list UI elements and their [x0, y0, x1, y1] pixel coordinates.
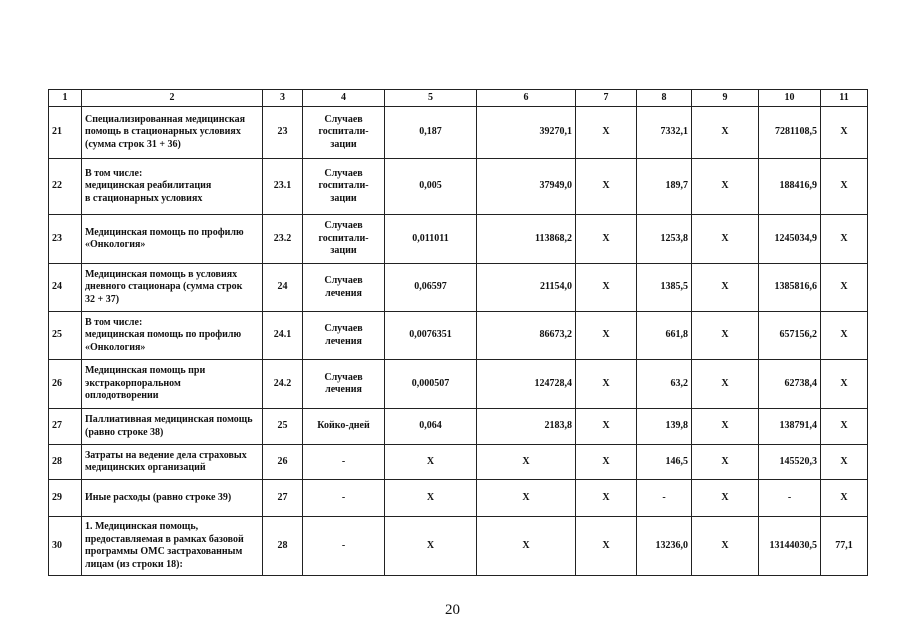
col5-cell: 0,000507: [385, 360, 477, 409]
line-code-cell: 28: [263, 517, 303, 576]
unit-cell-line: Случаев: [324, 371, 363, 383]
indicator-name-cell-line: (равно строке 38): [85, 426, 164, 438]
unit-cell: [303, 159, 385, 215]
table-row: [49, 215, 868, 264]
table-row: [49, 360, 868, 409]
col5-cell: X: [385, 517, 477, 576]
line-code-cell: 23.2: [263, 215, 303, 264]
header-cell: 4: [303, 90, 385, 107]
indicator-name-cell-line: 1. Медицинская помощь,: [85, 521, 199, 532]
header-cell: 11: [821, 90, 868, 107]
indicator-name-cell-line: Медицинская помощь при: [85, 365, 206, 377]
col8-cell: 1253,8: [637, 215, 692, 264]
header-cell: 6: [477, 90, 576, 107]
unit-cell-line: Койко-дней: [317, 420, 370, 432]
col7-cell: X: [576, 264, 637, 312]
unit-cell-line: зации: [330, 138, 357, 150]
unit-cell-line: Случаев: [324, 275, 363, 286]
unit-cell-line: лечения: [325, 335, 362, 347]
col11-cell: X: [821, 264, 868, 312]
data-table: [48, 89, 868, 576]
indicator-name-cell-line: В том числе:: [85, 316, 143, 328]
indicator-name-cell: [82, 517, 263, 576]
table-row: [49, 480, 868, 517]
unit-cell: [303, 517, 385, 576]
unit-cell-line: госпитали-: [318, 126, 369, 138]
col11-cell: X: [821, 409, 868, 445]
col6-cell: 39270,1: [477, 107, 576, 159]
col5-cell: 0,06597: [385, 264, 477, 312]
col9-cell: X: [692, 215, 759, 264]
col9-cell: X: [692, 480, 759, 517]
unit-cell: [303, 264, 385, 312]
row-number-cell: 30: [49, 517, 82, 576]
col5-cell: 0,064: [385, 409, 477, 445]
unit-cell: [303, 312, 385, 360]
row-number-cell: 29: [49, 480, 82, 517]
indicator-name-cell: [82, 159, 263, 215]
table-row: [49, 312, 868, 360]
unit-cell-line: Случаев: [324, 323, 363, 334]
col8-cell: 189,7: [637, 159, 692, 215]
col10-cell: 145520,3: [759, 445, 821, 480]
col9-cell: X: [692, 517, 759, 576]
unit-cell: [303, 215, 385, 264]
row-number-cell: 21: [49, 107, 82, 159]
unit-cell-line: -: [341, 539, 346, 551]
unit-cell-line: лечения: [325, 384, 362, 395]
indicator-name-cell: [82, 312, 263, 360]
col11-cell: X: [821, 107, 868, 159]
col8-cell: 1385,5: [637, 264, 692, 312]
col7-cell: X: [576, 360, 637, 409]
col11-cell: X: [821, 159, 868, 215]
indicator-name-cell-line: медицинская реабилитация: [85, 180, 212, 192]
unit-cell-line: лечения: [325, 287, 362, 299]
page-number: 20: [445, 602, 460, 618]
indicator-name-cell-line: «Онкология»: [85, 341, 146, 353]
unit-cell: [303, 445, 385, 480]
col10-cell: 1245034,9: [759, 215, 821, 264]
unit-cell-line: зации: [330, 245, 357, 257]
col5-cell: 0,0076351: [385, 312, 477, 360]
col11-cell: X: [821, 480, 868, 517]
col10-cell: 13144030,5: [759, 517, 821, 576]
unit-cell-line: Случаев: [324, 113, 363, 125]
col10-cell: 7281108,5: [759, 107, 821, 159]
col8-cell: 661,8: [637, 312, 692, 360]
col6-cell: 2183,8: [477, 409, 576, 445]
col6-cell: 37949,0: [477, 159, 576, 215]
line-code-cell: 26: [263, 445, 303, 480]
indicator-name-cell-line: программы ОМС застрахованным: [85, 546, 243, 557]
header-row: [49, 90, 868, 107]
col6-cell: 113868,2: [477, 215, 576, 264]
unit-cell-line: зации: [330, 192, 357, 204]
row-number-cell: 22: [49, 159, 82, 215]
line-code-cell: 24.2: [263, 360, 303, 409]
col5-cell: X: [385, 445, 477, 480]
col9-cell: X: [692, 360, 759, 409]
table-row: [49, 445, 868, 480]
line-code-cell: 24.1: [263, 312, 303, 360]
line-code-cell: 25: [263, 409, 303, 445]
unit-cell: [303, 409, 385, 445]
col6-cell: 21154,0: [477, 264, 576, 312]
line-code-cell: 24: [263, 264, 303, 312]
col7-cell: X: [576, 517, 637, 576]
table-row: [49, 107, 868, 159]
indicator-name-cell-line: 32 + 37): [85, 293, 120, 305]
col8-cell: 146,5: [637, 445, 692, 480]
indicator-name-cell-line: (сумма строк 31 + 36): [85, 138, 181, 150]
unit-cell: [303, 360, 385, 409]
col10-cell: 1385816,6: [759, 264, 821, 312]
col5-cell: 0,011011: [385, 215, 477, 264]
col5-cell: 0,187: [385, 107, 477, 159]
unit-cell-line: Случаев: [324, 167, 363, 179]
indicator-name-cell: [82, 360, 263, 409]
col8-cell: -: [637, 480, 692, 517]
indicator-name-cell-line: помощь в стационарных условиях: [85, 126, 241, 138]
header-cell: 5: [385, 90, 477, 107]
col10-cell: 138791,4: [759, 409, 821, 445]
indicator-name-cell: [82, 107, 263, 159]
indicator-name-cell-line: лицам (из строки 18):: [85, 558, 183, 570]
col7-cell: X: [576, 312, 637, 360]
indicator-name-cell-line: Специализированная медицинская: [85, 113, 246, 125]
col8-cell: 63,2: [637, 360, 692, 409]
col6-cell: X: [477, 517, 576, 576]
header-cell: 9: [692, 90, 759, 107]
unit-cell-line: госпитали-: [318, 232, 369, 244]
header-cell: 3: [263, 90, 303, 107]
indicator-name-cell-line: Медицинская помощь в условиях: [85, 268, 238, 280]
row-number-cell: 26: [49, 360, 82, 409]
table-body: [49, 90, 868, 576]
col5-cell: X: [385, 480, 477, 517]
row-number-cell: 23: [49, 215, 82, 264]
col9-cell: X: [692, 445, 759, 480]
indicator-name-cell-line: предоставляемая в рамках базовой: [85, 533, 244, 545]
col7-cell: X: [576, 107, 637, 159]
header-cell: 7: [576, 90, 637, 107]
indicator-name-cell-line: «Онкология»: [85, 239, 146, 250]
line-code-cell: 23: [263, 107, 303, 159]
col6-cell: X: [477, 480, 576, 517]
indicator-name-cell: [82, 445, 263, 480]
indicator-name-cell-line: оплодотворении: [85, 390, 159, 402]
indicator-name-cell-line: Медицинская помощь по профилю: [85, 226, 244, 238]
unit-cell-line: госпитали-: [318, 180, 369, 192]
col6-cell: X: [477, 445, 576, 480]
col8-cell: 7332,1: [637, 107, 692, 159]
col11-cell: X: [821, 312, 868, 360]
line-code-cell: 23.1: [263, 159, 303, 215]
indicator-name-cell-line: Затраты на ведение дела страховых: [85, 449, 247, 461]
indicator-name-cell-line: дневного стационара (сумма строк: [85, 281, 243, 293]
table-row: [49, 264, 868, 312]
col7-cell: X: [576, 445, 637, 480]
table-row: [49, 409, 868, 445]
col9-cell: X: [692, 409, 759, 445]
indicator-name-cell-line: в стационарных условиях: [85, 192, 203, 204]
unit-cell-line: -: [341, 491, 346, 503]
col10-cell: -: [759, 480, 821, 517]
header-cell: 2: [82, 90, 263, 107]
indicator-name-cell-line: Паллиативная медицинская помощь: [85, 414, 253, 425]
indicator-name-cell: [82, 264, 263, 312]
col7-cell: X: [576, 215, 637, 264]
indicator-name-cell-line: медицинская помощь по профилю: [85, 329, 242, 341]
col9-cell: X: [692, 107, 759, 159]
row-number-cell: 27: [49, 409, 82, 445]
indicator-name-cell-line: медицинских организаций: [85, 462, 206, 473]
table-row: [49, 517, 868, 576]
col5-cell: 0,005: [385, 159, 477, 215]
col9-cell: X: [692, 264, 759, 312]
indicator-name-cell-line: В том числе:: [85, 167, 143, 179]
col11-cell: X: [821, 215, 868, 264]
row-number-cell: 28: [49, 445, 82, 480]
col8-cell: 139,8: [637, 409, 692, 445]
col6-cell: 124728,4: [477, 360, 576, 409]
col6-cell: 86673,2: [477, 312, 576, 360]
col10-cell: 62738,4: [759, 360, 821, 409]
table-row: [49, 159, 868, 215]
col7-cell: X: [576, 159, 637, 215]
unit-cell: [303, 480, 385, 517]
header-cell: 8: [637, 90, 692, 107]
header-cell: 10: [759, 90, 821, 107]
col10-cell: 657156,2: [759, 312, 821, 360]
col11-cell: X: [821, 360, 868, 409]
col9-cell: X: [692, 159, 759, 215]
header-cell: 1: [49, 90, 82, 107]
unit-cell-line: Случаев: [324, 220, 363, 232]
indicator-name-cell-line: экстракорпоральном: [85, 377, 181, 389]
row-number-cell: 24: [49, 264, 82, 312]
indicator-name-cell: [82, 215, 263, 264]
indicator-name-cell: [82, 480, 263, 517]
row-number-cell: 25: [49, 312, 82, 360]
col11-cell: 77,1: [821, 517, 868, 576]
col10-cell: 188416,9: [759, 159, 821, 215]
indicator-name-cell: [82, 409, 263, 445]
col9-cell: X: [692, 312, 759, 360]
col11-cell: X: [821, 445, 868, 480]
unit-cell-line: -: [341, 455, 346, 467]
unit-cell: [303, 107, 385, 159]
col7-cell: X: [576, 409, 637, 445]
line-code-cell: 27: [263, 480, 303, 517]
col7-cell: X: [576, 480, 637, 517]
col8-cell: 13236,0: [637, 517, 692, 576]
indicator-name-cell-line: Иные расходы (равно строке 39): [85, 491, 232, 503]
